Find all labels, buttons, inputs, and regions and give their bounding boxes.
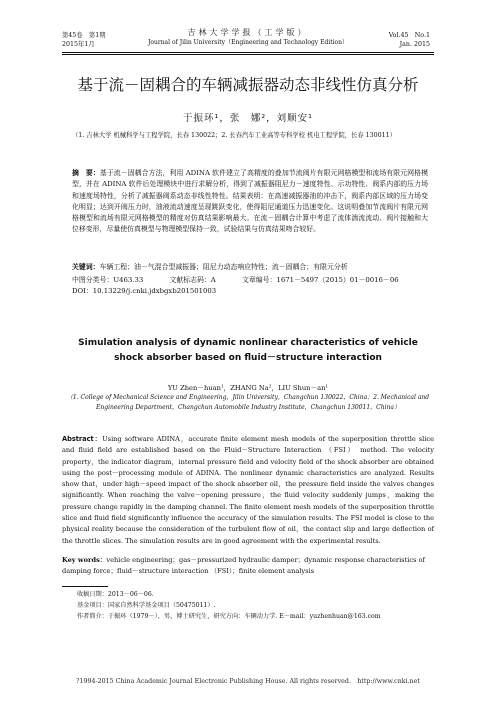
keywords-cn-text: 车辆工程；油－气混合型减振器；阻尼力动态响应特性；流－固耦合；有限元分析 — [99, 263, 348, 271]
volume-issue-en: Vol.45 No.1 — [388, 32, 430, 39]
fund-info: 基金项目：国家自然科学基金项目（50475011）. — [77, 602, 216, 609]
keywords-en-text: vehicle engineering；gas－pressurized hydraulic damper；dynamic response characteristics of damping force；fluid－structure interaction （FSI）；finite element analysis — [62, 556, 425, 576]
date-en: Jan. 2015 — [399, 41, 430, 48]
affiliation-en: （1. College of Mechanical Science and Engineering，Jilin University，Changchun 130022，China；2. Mechanical and Engineering Department，Changchun Automobile Industry Institute，Changchun 130011，China） — [66, 394, 430, 411]
date-cn: 2015年1月 — [62, 41, 95, 48]
keywords-cn-label: 关键词： — [72, 263, 100, 271]
affiliation-cn: （1. 吉林大学 机械科学与工程学院，长春 130022；2. 长春汽车工业高等专科学校 机电工程学院，长春 130011） — [72, 132, 396, 139]
authors-en: YU Zhen－huan¹，ZHANG Na²，LIU Shun－an¹ — [167, 384, 329, 392]
article-number: 文章编号：1671－5497（2015）01－0016－06 — [242, 276, 399, 284]
header-rule-thick — [62, 52, 434, 53]
abstract-en-text: Using software ADINA，accurate finite element mesh models of the superposition throttle slice and fluid field are established based on the Fluid－Structure Interaction （FSI） method. The velocity property，the indicator diagram，internal pressure field and velocity field of the shock absorber are obtained using the post－processing module of ADINA. The nonlinear dynamic characteristics are analyzed. Results show that，under high－speed impact of the shock absorber oil，the pressure field inside the valves changes significantly. When reaching the valve－opening pressure，the fluid velocity suddenly jumps，making the pressure change rapidly in the damping channel. The finite element mesh models of the superposition throttle slice and fluid field significantly influence the accuracy of the simulation results. The FSI model is close to the physical reality because the consideration of the turbulent flow of oil，the contact slip and large deflection of the throttle slices. The simulation results are in good agreement with the experimental results. — [62, 435, 434, 545]
keywords-en-label: Key words： — [62, 556, 107, 564]
authors-cn: 于振环¹，张 娜²，刘顺安¹ — [183, 113, 313, 124]
abstract-cn-text: 基于流－固耦合方法，利用 ADINA 软件建立了高精度的叠加节流阀片有限元网格模型和流场有限元网格模型，并在 ADINA 软件后处理模块中进行求解分析，得到了减振器阻尼力－速度特性、示功特性、阀系内部的压力场和速度场特性，分析了减振器阀系动态非线性特性。结果表明：在高速减振器油的冲击下，阀系内部区域的压力场变化明显；达到开阀压力时，油液流动速度呈现跳跃变化，使得阻尼通道压力迅速变化。这说明叠加节流阀片有限元网格模型和流场有限元网格模型的精度对仿真结果影响最大。在流－固耦合计算中考虑了流体湍流流动、阀片接触和大位移变形，尽量使仿真模型与物理模型保持一致，试验结果与仿真结果吻合较好。 — [72, 169, 428, 234]
header-volume-en — [389, 31, 430, 49]
journal-header — [130, 27, 366, 47]
footnotes — [77, 589, 427, 622]
journal-name-en: Journal of Jilin University（Engineering and Technology Edition） — [147, 39, 349, 46]
document-code: 文献标志码：A — [169, 276, 216, 284]
classification-line — [72, 275, 423, 286]
keywords-en — [62, 555, 434, 578]
doi[interactable]: DOI：10.13229/j.cnki.jdxbgxb201501003 — [72, 287, 217, 295]
author-bio: 作者简介：于振环（1979－），男，博士研究生，研究方向：车辆动力学. E－mail：yuzhenhuan@163.com — [77, 613, 381, 620]
copyright-notice: ?1994-2015 China Academic Journal Electronic Publishing House. All rights reserved. http://www.cnki.net — [76, 678, 420, 685]
abstract-en — [62, 434, 434, 547]
journal-name-cn: 吉林大学学报（工学版） — [187, 28, 309, 37]
abstract-en-label: Abstract： — [62, 435, 103, 443]
paper-title-en: Simulation analysis of dynamic nonlinear characteristics of vehicle shock absorber based on fluid－structure interaction — [78, 338, 418, 363]
header-rule-thin — [62, 54, 434, 55]
abstract-cn — [72, 168, 428, 236]
volume-issue-cn: 第45卷 第1期 — [62, 32, 106, 39]
received-date: 收稿日期：2013－06－06. — [77, 591, 154, 598]
abstract-cn-label: 摘 要： — [72, 169, 100, 177]
footnote-rule — [62, 586, 108, 587]
clc-number: 中图分类号：U463.33 — [72, 276, 144, 284]
paper-title-cn: 基于流－固耦合的车辆减振器动态非线性仿真分析 — [77, 76, 419, 94]
header-volume-cn — [62, 31, 106, 49]
keywords-cn — [72, 262, 428, 273]
